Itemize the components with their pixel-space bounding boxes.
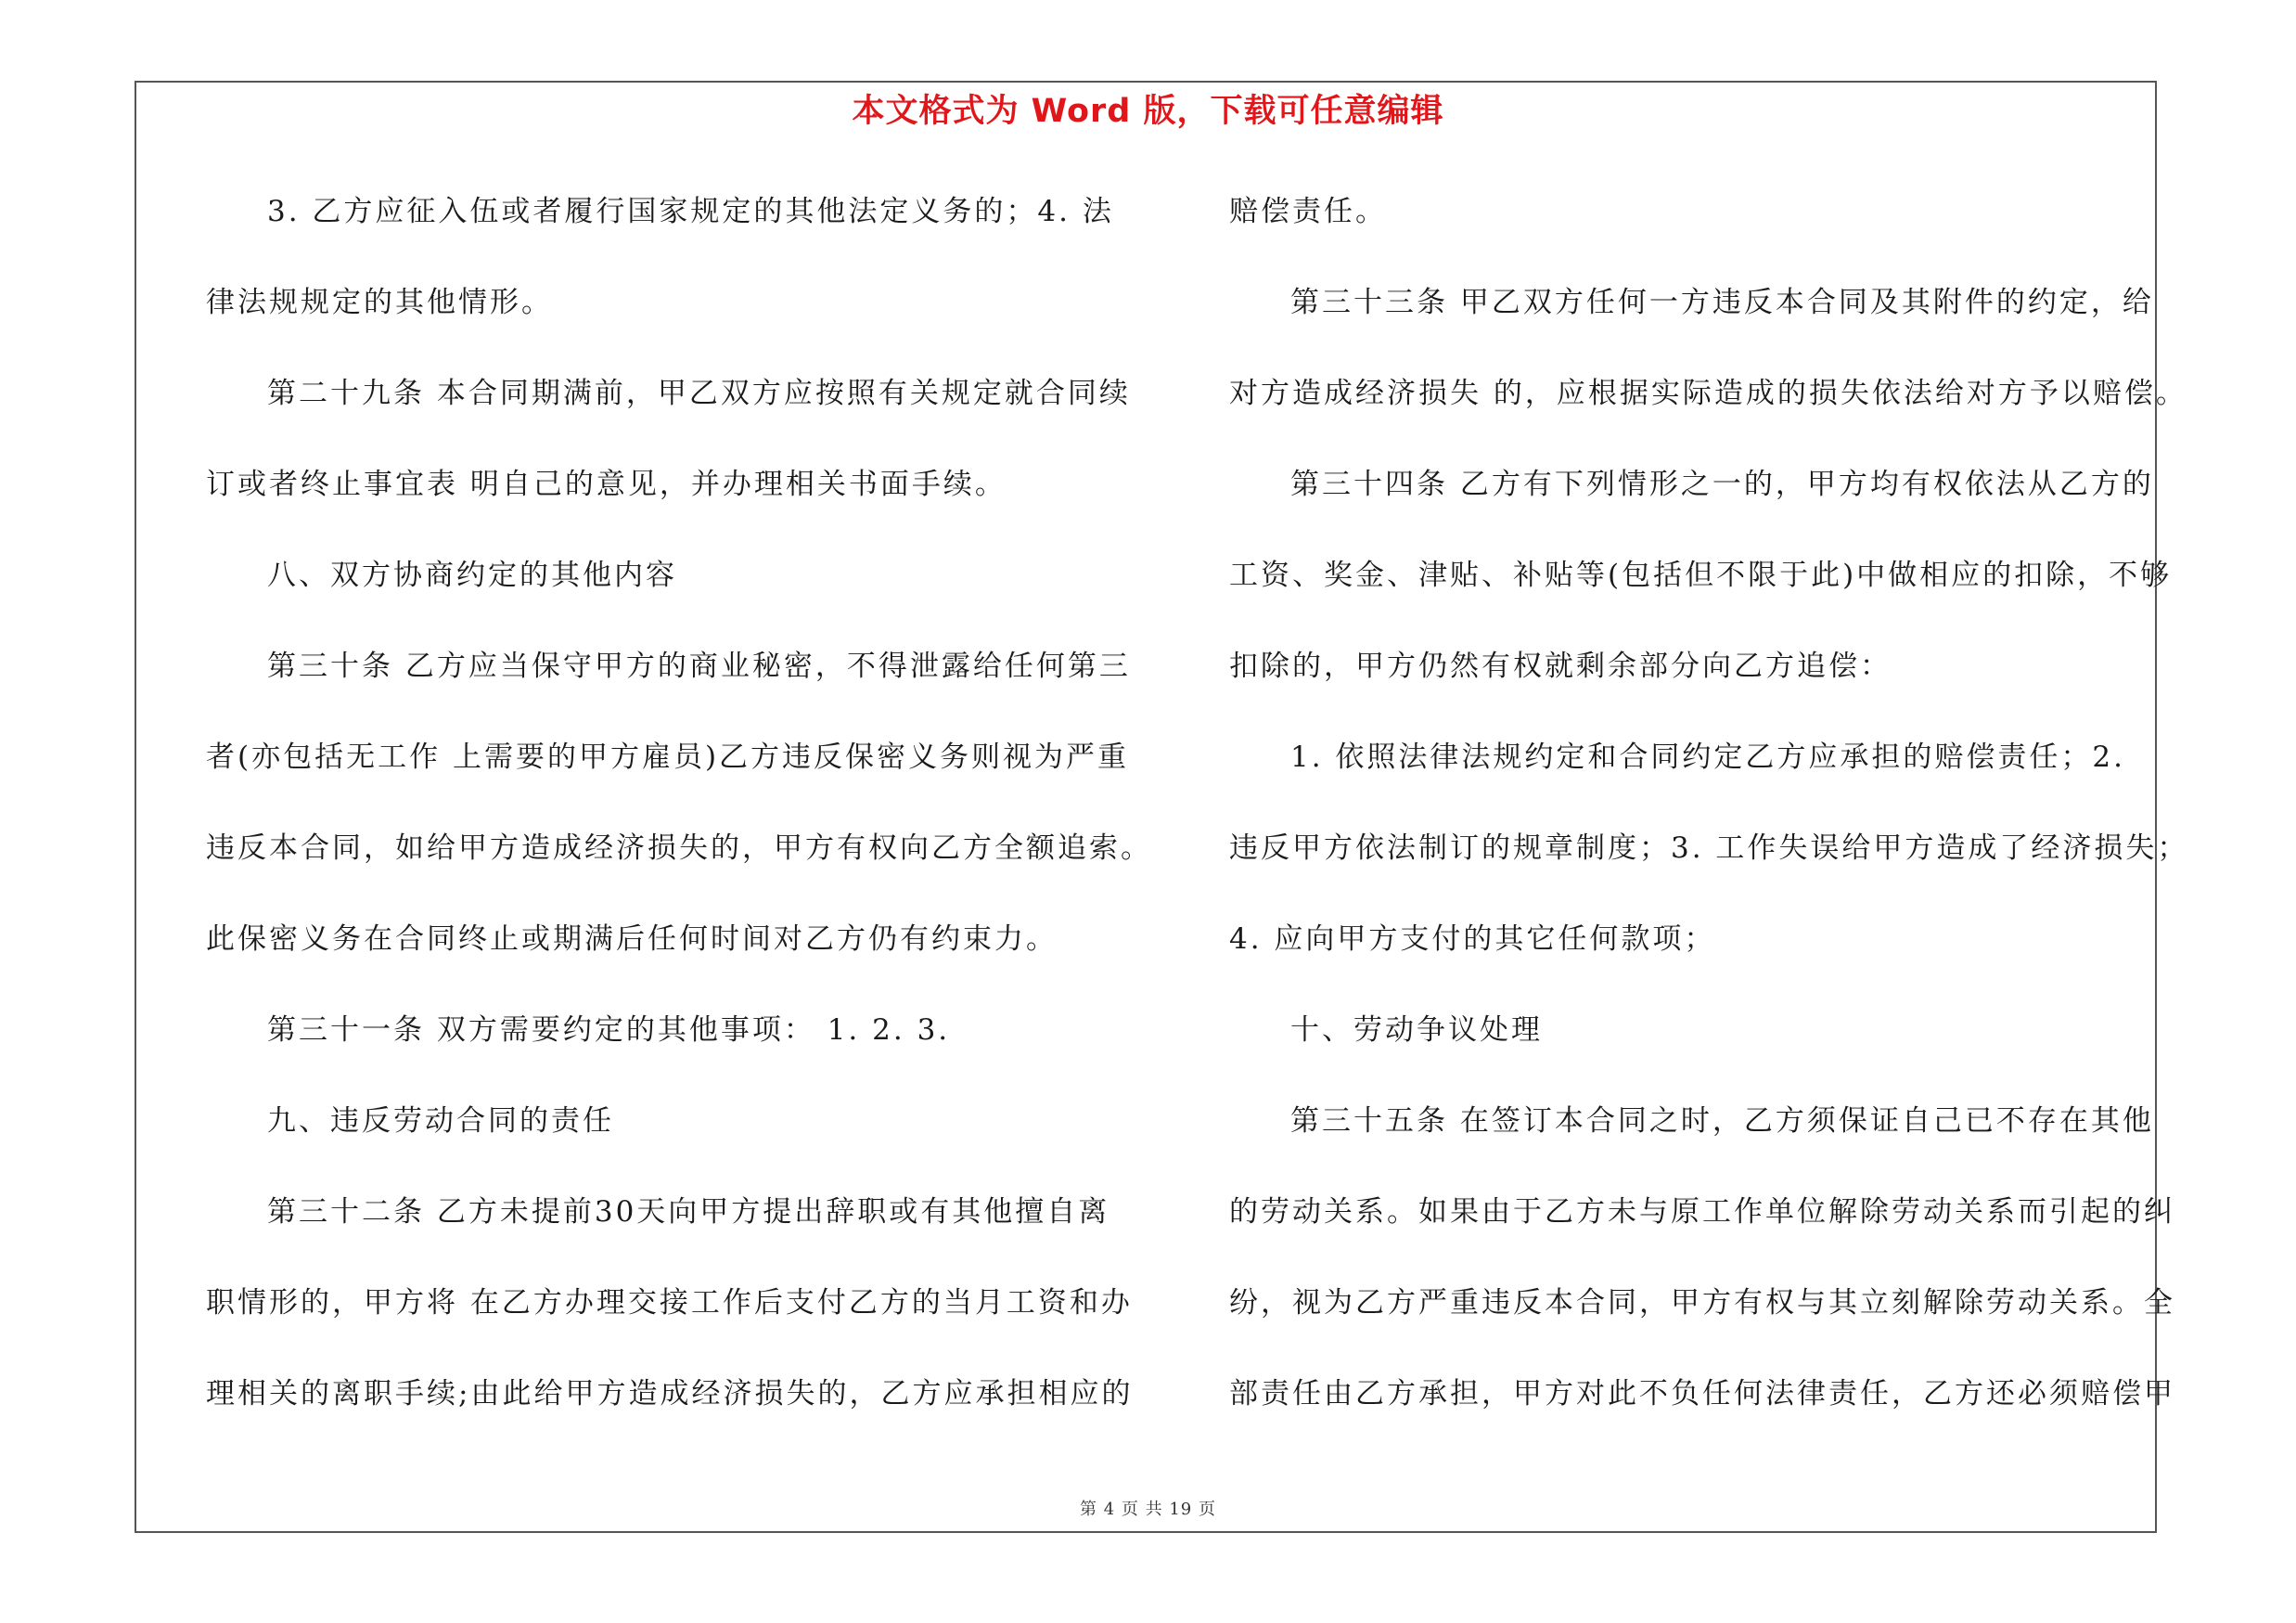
- text-line: 违反甲方依法制订的规章制度；3. 工作失误给甲方造成了经济损失；: [1229, 831, 2189, 865]
- text-line: 第三十四条 乙方有下列情形之一的，甲方均有权依法从乙方的: [1290, 468, 2154, 501]
- text-line: 第二十九条 本合同期满前，甲乙双方应按照有关规定就合同续: [267, 377, 1131, 410]
- left-text-column: [206, 184, 1152, 1457]
- text-line: 4. 应向甲方支付的其它任何款项；: [1229, 922, 1716, 956]
- text-line: 对方造成经济损失 的，应根据实际造成的损失依法给对方予以赔偿。: [1229, 377, 2187, 410]
- text-line: 工资、奖金、津贴、补贴等(包括但不限于此)中做相应的扣除，不够: [1229, 559, 2173, 592]
- text-line: 此保密义务在合同终止或期满后任何时间对乙方仍有约束力。: [206, 922, 1058, 956]
- text-line: 部责任由乙方承担，甲方对此不负任何法律责任，乙方还必须赔偿甲: [1229, 1377, 2175, 1410]
- text-line: 九、违反劳动合同的责任: [267, 1104, 614, 1138]
- text-line: 第三十条 乙方应当保守甲方的商业秘密，不得泄露给任何第三: [267, 650, 1131, 683]
- page-number-footer: 第 4 页 共 19 页: [1080, 1500, 1216, 1519]
- text-line: 第三十三条 甲乙双方任何一方违反本合同及其附件的约定，给: [1290, 286, 2154, 319]
- text-line: 的劳动关系。如果由于乙方未与原工作单位解除劳动关系而引起的纠: [1229, 1195, 2175, 1229]
- text-line: 赔偿责任。: [1229, 195, 1387, 228]
- text-line: 职情形的，甲方将 在乙方办理交接工作后支付乙方的当月工资和办: [206, 1286, 1133, 1320]
- text-line: 八、双方协商约定的其他内容: [267, 559, 677, 592]
- text-line: 1. 依照法律法规约定和合同约定乙方应承担的赔偿责任；2.: [1290, 741, 2126, 774]
- text-line: 纷，视为乙方严重违反本合同，甲方有权与其立刻解除劳动关系。全: [1229, 1286, 2175, 1320]
- text-line: 律法规规定的其他情形。: [206, 286, 553, 319]
- text-line: 十、劳动争议处理: [1290, 1013, 1543, 1047]
- text-line: 理相关的离职手续;由此给甲方造成经济损失的，乙方应承担相应的: [206, 1377, 1134, 1410]
- text-line: 3. 乙方应征入伍或者履行国家规定的其他法定义务的；4. 法: [267, 195, 1114, 228]
- text-line: 者(亦包括无工作 上需要的甲方雇员)乙方违反保密义务则视为严重: [206, 741, 1130, 774]
- right-text-column: [1229, 184, 2189, 1457]
- text-line: 第三十一条 双方需要约定的其他事项： 1. 2. 3.: [267, 1013, 951, 1047]
- text-line: 扣除的，甲方仍然有权就剩余部分向乙方追偿：: [1229, 650, 1892, 683]
- text-line: 违反本合同，如给甲方造成经济损失的，甲方有权向乙方全额追索。: [206, 831, 1152, 865]
- text-line: 第三十二条 乙方未提前30天向甲方提出辞职或有其他擅自离: [267, 1195, 1110, 1229]
- text-line: 订或者终止事宜表 明自己的意见，并办理相关书面手续。: [206, 468, 1007, 501]
- format-banner: 本文格式为 Word 版，下载可任意编辑: [852, 93, 1444, 130]
- text-line: 第三十五条 在签订本合同之时，乙方须保证自己已不存在其他: [1290, 1104, 2154, 1138]
